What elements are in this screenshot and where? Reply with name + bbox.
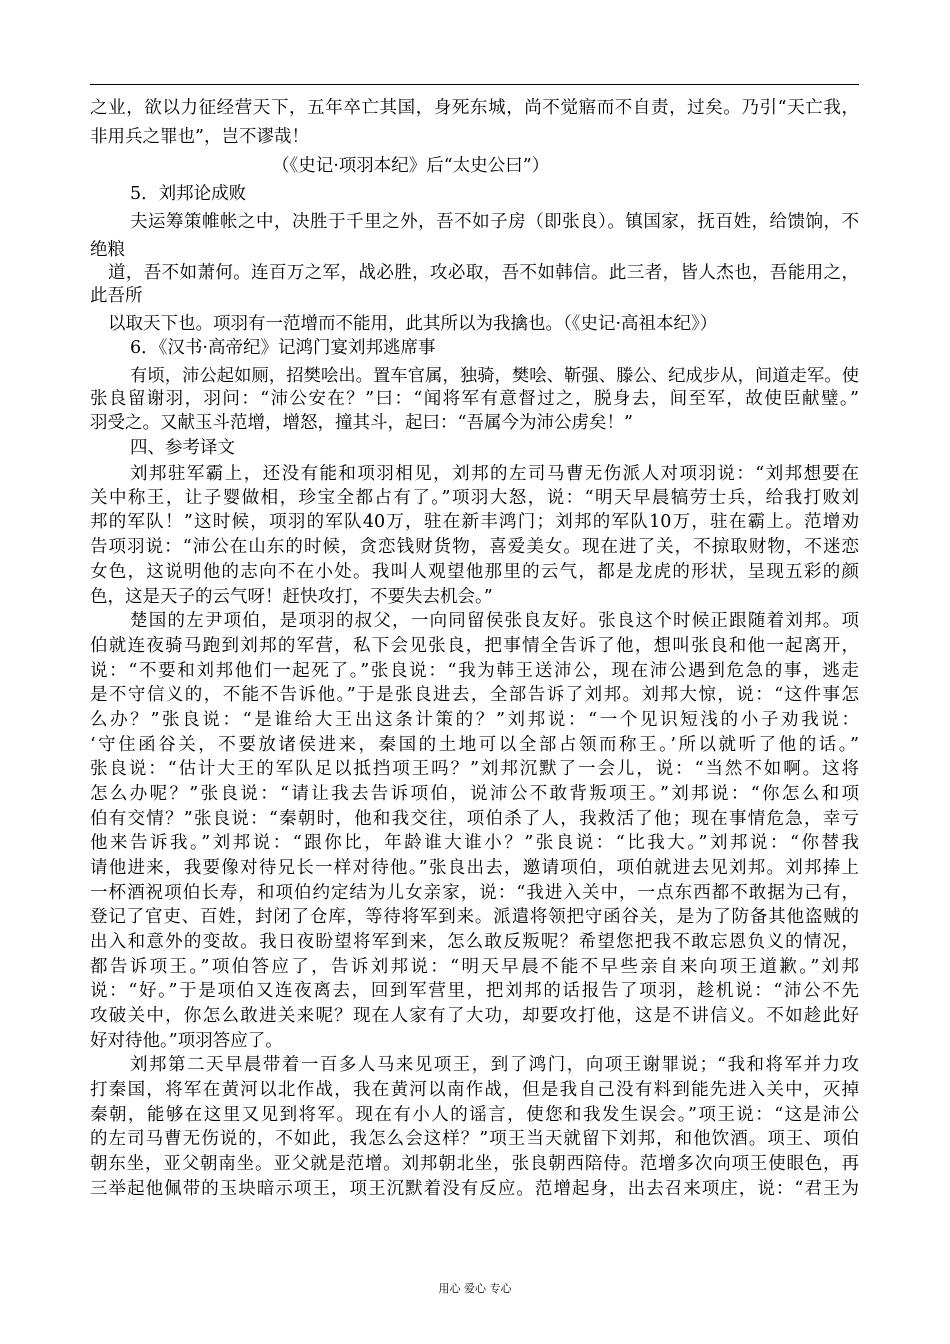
text-line: 说：“不要和刘邦他们一起死了。”张良说：“我为韩王送沛公，现在沛公遇到危急的事，逃走	[90, 661, 859, 681]
text-line: 他来告诉我。”刘邦说：“跟你比，年龄谁大谁小？”张良说：“比我大。”刘邦说：“你替我	[90, 833, 859, 853]
text-line: 是不守信义的，不能不告诉他。”于是张良进去，全部告诉了刘邦。刘邦大惊，说：“这件事怎	[90, 685, 859, 705]
text-line: 好对待他。”项羽答应了。	[90, 1031, 283, 1051]
text-line: 道，吾不如萧何。连百万之军，战必胜，攻必取，吾不如韩信。此三者，皆人杰也，吾能用之，	[108, 263, 859, 283]
text-line: 羽受之。又献玉斗范增，增怒，撞其斗，起曰：“吾属今为沛公虏矣！”	[90, 413, 633, 433]
text-line: ‘守住函谷关，不要放诸侯进来，秦国的土地可以全部占领而称王。’所以就听了他的话。”	[90, 735, 859, 755]
text-line: 以取天下也。项羽有一范增而不能用，此其所以为我擒也。（《史记·高祖本纪》）	[108, 314, 718, 334]
citation-line: （《史记·项羽本纪》后“太史公曰”）	[272, 156, 550, 176]
text-line: 色，这是天子的云气呀！赶快攻打，不要失去机会。”	[90, 587, 493, 607]
text-line: 打秦国，将军在黄河以北作战，我在黄河以南作战，但是我自己没有料到能先进入关中，灭掉	[90, 1080, 859, 1100]
text-line: 秦朝，能够在这里又见到将军。现在有小人的谣言，使您和我发生误会。”项王说：“这是沛公	[90, 1105, 859, 1125]
text-line: 三举起他佩带的玉块暗示项王，项王沉默着没有反应。范增起身，出去召来项庄，说：“君王为	[90, 1179, 859, 1199]
text-line: 伯就连夜骑马跑到刘邦的军营，私下会见张良，把事情全告诉了他，想叫张良和他一起离开，	[90, 636, 859, 656]
text-line: 此吾所	[90, 286, 143, 306]
section-heading: 6．《汉书·高帝纪》记鸿门宴刘邦逃席事	[130, 338, 436, 358]
text-line: 非用兵之罪也”，岂不谬哉！	[90, 127, 309, 147]
text-line: 说：“好。”于是项伯又连夜离去，回到军营里，把刘邦的话报告了项羽，趁机说：“沛公不先	[90, 981, 859, 1001]
section-heading: 四、参考译文	[130, 438, 235, 458]
page-footer: 用心 爱心 专心	[438, 1282, 512, 1295]
text-line: 关中称王，让子婴做相，珍宝全都占有了。”项羽大怒，说：“明天早晨犒劳士兵，给我打败刘	[90, 488, 859, 508]
text-line: 攻破关中，你怎么敢进关来呢？现在人家有了大功，却要攻打他，这是不讲信义。不如趁此好	[90, 1006, 859, 1026]
text-line: 朝东坐，亚父朝南坐。亚父就是范增。刘邦朝北坐，张良朝西陪侍。范增多次向项王使眼色，再	[90, 1154, 859, 1174]
header-rule	[90, 84, 859, 85]
text-line: 刘邦驻军霸上，还没有能和项羽相见，刘邦的左司马曹无伤派人对项羽说：“刘邦想要在	[130, 464, 859, 484]
text-line: 么办？”张良说：“是谁给大王出这条计策的？”刘邦说：“一个见识短浅的小子劝我说：	[90, 710, 859, 730]
section-heading: 5．刘邦论成败	[130, 184, 247, 204]
text-line: 都告诉项王。”项伯答应了，告诉刘邦说：“明天早晨不能不早些亲自来向项王道歉。”刘邦	[90, 957, 859, 977]
text-line: 之业，欲以力征经营天下，五年卒亡其国，身死东城，尚不觉寤而不自责，过矣。乃引“天亡我，	[90, 98, 859, 118]
text-line: 夫运筹策帷帐之中，决胜于千里之外，吾不如子房（即张良）。镇国家，抚百姓，给馈饷，不	[130, 212, 859, 232]
text-line: 一杯酒祝项伯长寿，和项伯约定结为儿女亲家，说：“我进入关中，一点东西都不敢据为己有，	[90, 883, 859, 903]
text-line: 登记了官吏、百姓，封闭了仓库，等待将军到来。派遣将领把守函谷关，是为了防备其他盗贼的	[90, 907, 859, 927]
text-line: 伯有交情？”张良说：“秦朝时，他和我交往，项伯杀了人，我救活了他；现在事情危急，幸亏	[90, 809, 859, 829]
text-line: 邦的军队！”这时候，项羽的军队40万，驻在新丰鸿门；刘邦的军队10万，驻在霸上。范增劝	[90, 512, 859, 532]
text-line: 绝粮	[90, 240, 125, 260]
text-line: 有顷，沛公起如厕，招樊哙出。置车官属，独骑，樊哙、靳强、滕公、纪成步从，间道走军。使	[130, 366, 859, 386]
text-line: 楚国的左尹项伯，是项羽的叔父，一向同留侯张良友好。张良这个时候正跟随着刘邦。项	[130, 611, 859, 631]
text-line: 张良说：“估计大王的军队足以抵挡项王吗？”刘邦沉默了一会儿，说：“当然不如啊。这将	[90, 759, 859, 779]
text-line: 的左司马曹无伤说的，不如此，我怎么会这样？”项王当天就留下刘邦，和他饮酒。项王、项伯	[90, 1129, 859, 1149]
text-line: 刘邦第二天早晨带着一百多人马来见项王，到了鸿门，向项王谢罪说；“我和将军并力攻	[130, 1055, 859, 1075]
text-line: 女色，这说明他的志向不在小处。我叫人观望他那里的云气，都是龙虎的形状，呈现五彩的颜	[90, 562, 859, 582]
text-line: 出入和意外的变故。我日夜盼望将军到来，怎么敢反叛呢？希望您把我不敢忘恩负义的情况，	[90, 932, 859, 952]
text-line: 怎么办呢？”张良说：“请让我去告诉项伯，说沛公不敢背叛项王。”刘邦说：“你怎么和项	[90, 784, 859, 804]
text-line: 请他进来，我要像对待兄长一样对待他。”张良出去，邀请项伯，项伯就进去见刘邦。刘邦捧上	[90, 858, 859, 878]
text-line: 告项羽说：“沛公在山东的时候，贪恋钱财货物，喜爱美女。现在进了关，不掠取财物，不迷恋	[90, 537, 859, 557]
text-line: 张良留谢羽，羽问：“沛公安在？”曰：“闻将军有意督过之，脱身去，间至军，故使臣献璧。”	[90, 389, 859, 409]
